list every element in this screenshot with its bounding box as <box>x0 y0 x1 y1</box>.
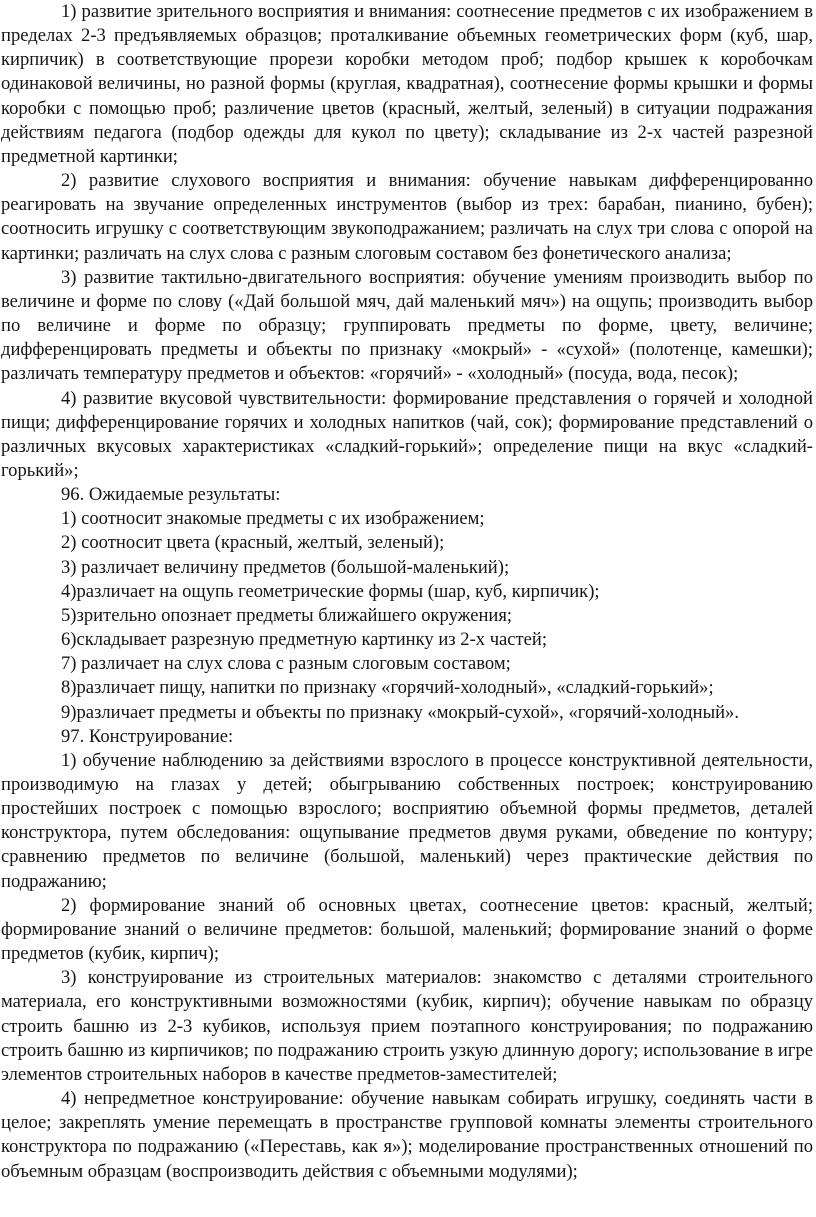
paragraph-construction-observation: 1) обучение наблюдению за действиями взрослого в процессе конструктивной деятельности, производимую на глазах у детей; обыгрыванию собственных построек; конструированию простейших построек с помощью взрослого; восприятию объемной формы предметов, деталей конструктора, путем обследования: ощупывание предметов двумя руками, обведение по контуру; сравнению предметов по величине (большой, маленький) через практические действия по подражанию; <box>1 749 813 892</box>
paragraph-construction-building: 3) конструирование из строительных материалов: знакомство с деталями строительного материала, его конструктивными возможностями (кубик, кирпич); обучение навыкам по образцу строить башню из 2-3 кубиков, используя прием поэтапного конструирования; по подражанию строить башню из кирпичиков; по подражанию строить узкую длинную дорогу; использование в игре элементов строительных наборов в качестве предметов-заместителей; <box>1 967 813 1085</box>
result-item: 2) соотносит цвета (красный, желтый, зеленый); <box>61 532 445 554</box>
paragraph-perception-tactile: 3) развитие тактильно-двигательного восприятия: обучение умениям производить выбор по величине и форме по слову («Дай большой мяч, дай маленький мяч») на ощупь; производить выбор по величине и форме по образцу; группировать предметы по форме, цвету, величине; дифференцировать предметы и объекты по признаку «мокрый» - «сухой» (полотенце, камешки); различать температуру предметов и объектов: «горячий» - «холодный» (посуда, вода, песок); <box>1 266 813 385</box>
section-heading-construction: 97. Конструирование: <box>61 725 234 747</box>
result-item: 5)зрительно опознает предметы ближайшего окружения; <box>61 604 513 626</box>
result-item: 8)различает пищу, напитки по признаку «горячий-холодный», «сладкий-горький»; <box>61 677 714 699</box>
result-item: 7) различает на слух слова с разным слоговым составом; <box>61 653 511 675</box>
paragraph-perception-auditory: 2) развитие слухового восприятия и внимания: обучение навыкам дифференцированно реагировать на звучание определенных инструментов (выбор из трех: барабан, пианино, бубен); соотносить игрушку с соответствующим звукоподражанием; различать на слух три слова с опорой на картинки; различать на слух слова с разным слоговым составом без фонетического анализа; <box>1 170 813 264</box>
section-heading-expected-results: 96. Ожидаемые результаты: <box>61 484 281 506</box>
paragraph-construction-nonobjective: 4) непредметное конструирование: обучение навыкам собирать игрушку, соединять части в целое; закреплять умение перемещать в пространстве групповой комнаты элементы строительного конструктора по подражанию («Переставь, как я»); моделирование пространственных отношений по объемным образцам (воспроизводить действия с объемными модулями); <box>1 1088 813 1182</box>
result-item: 3) различает величину предметов (большой-маленький); <box>61 556 510 578</box>
paragraph-construction-colors: 2) формирование знаний об основных цветах, соотнесение цветов: красный, желтый; формирование знаний о величине предметов: большой, маленький; формирование знаний о форме предметов (кубик, кирпич); <box>1 894 813 965</box>
paragraph-perception-visual: 1) развитие зрительного восприятия и внимания: соотнесение предметов с их изображением в пределах 2-3 предъявляемых образцов; проталкивание объемных геометрических форм (куб, шар, кирпичик) в соответствующие прорези коробки методом проб; подбор крышек к коробочкам одинаковой величины, но разной формы (круглая, квадратная), соотнесение формы крышки и формы коробки с помощью проб; различение цветов (красный, желтый, зеленый) в ситуации подражания действиям педагога (подбор одежды для кукол по цвету); складывание из 2-х частей разрезной предметной картинки; <box>1 1 813 167</box>
result-item: 6)складывает разрезную предметную картинку из 2-х частей; <box>61 629 548 651</box>
result-item: 1) соотносит знакомые предметы с их изображением; <box>61 508 485 530</box>
result-item: 9)различает предметы и объекты по признаку «мокрый-сухой», «горячий-холодный». <box>61 701 740 723</box>
result-item: 4)различает на ощупь геометрические формы (шар, куб, кирпичик); <box>61 580 600 602</box>
paragraph-perception-taste: 4) развитие вкусовой чувствительности: формирование представления о горячей и холодной пищи; дифференцирование горячих и холодных напитков (чай, сок); формирование представлений о различных вкусовых характеристиках «сладкий-горький»; определение пищи на вкус «сладкий-горький»; <box>1 387 813 481</box>
